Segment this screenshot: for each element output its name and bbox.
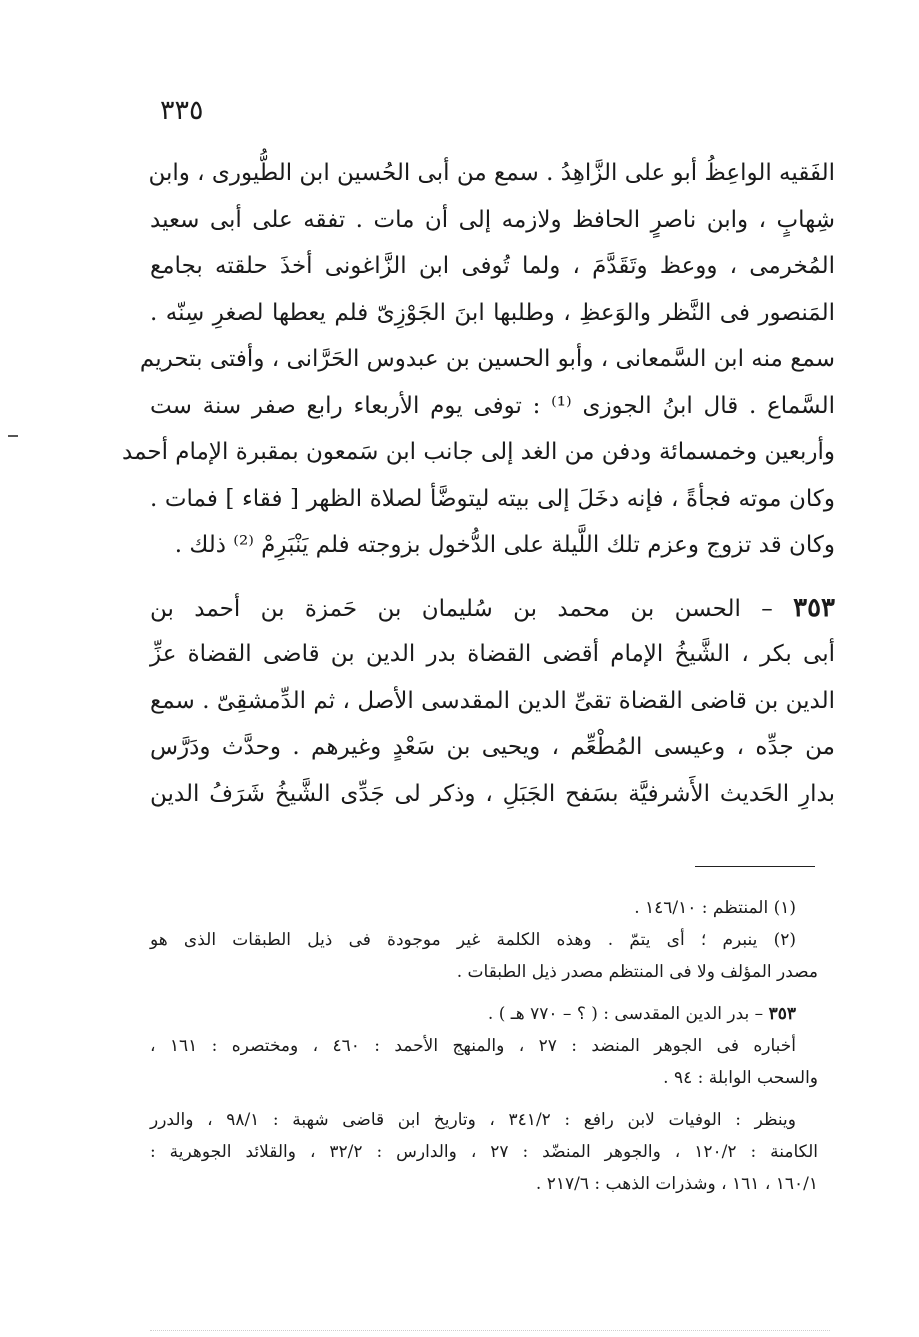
footnote-yunzar-cont: ١٦٠/١ ، ١٦١ ، وشذرات الذهب : ٢١٧/٦ .	[535, 1174, 818, 1194]
footnote-1: (١) المنتظم : ١٤٦/١٠ .	[634, 898, 796, 918]
footnote-entry-ref	[150, 998, 818, 1030]
footnote-separator	[695, 866, 815, 867]
text-line: من جدِّه ، وعيسى المُطْعِّم ، ويحيى بن سَعْدٍ وغيرهم . وحدَّث ودَرَّس	[150, 734, 835, 760]
entry-dash: –	[761, 595, 773, 622]
footnote-akhbar: أخباره فى الجوهر المنضد : ٢٧ ، والمنهج الأحمد : ٤٦٠ ، ومختصره : ١٦١ ،	[150, 1036, 796, 1056]
text-line: شِهابٍ ، وابن ناصرٍ الحافظ ولازمه إلى أن مات . تفقه على أبى سعيد	[150, 206, 835, 233]
footnote-akhbar-cont: والسحب الوابلة : ٩٤ .	[663, 1068, 818, 1088]
footnote-2-cont: مصدر المؤلف ولا فى المنتظم مصدر ذيل الطبقات .	[456, 962, 818, 982]
text-line: الدين بن قاضى القضاة تقىِّ الدين المقدسى الأصل ، ثم الدِّمشقِىّ . سمع	[150, 687, 835, 714]
text-line: المُخرمى ، ووعظ وتَقَدَّمَ ، ولما تُوفى ابن الزَّاغونى أخذَ حلقته بجامع	[150, 253, 835, 279]
footnote-entry-number: ٣٥٣	[768, 1004, 796, 1024]
entry-gap	[150, 569, 835, 585]
text-line: سمع منه ابن السَّمعانى ، وأبو الحسين بن عبدوس الحَرَّانى ، وأفتى بتحريم	[139, 346, 835, 372]
text-line: وكان موته فجأةً ، فإنه دخَلَ إلى بيته ليتوضَّأ لصلاة الظهر [ فقاء ] فمات .	[150, 485, 835, 512]
text-line: أبى بكر ، الشَّيخُ الإمام أقضى القضاة بدر الدين بن قاضى القضاة عزِّ	[150, 641, 835, 667]
text-line: وأربعين وخمسمائة ودفن من الغد إلى جانب ابن سَمعون بمقبرة الإمام أحمد	[122, 439, 835, 465]
footnote-entry-text: – بدر الدين المقدسى : ( ؟ – ٧٧٠ هـ ) .	[487, 1004, 764, 1024]
main-text	[122, 150, 836, 817]
text-line: الفَقيه الواعِظُ أبو على الزَّاهِدُ . سمع من أبى الحُسين ابن الطُّيورى ، وابن	[148, 160, 835, 186]
footnote-yunzar-cont: الكامنة : ١٢٠/٢ ، والجوهر المنضّد : ٢٧ ، والدارس : ٣٢/٢ ، والقلائد الجوهرية :	[150, 1142, 818, 1162]
entry-heading-line	[150, 585, 835, 632]
footnote-yunzar: وينظر : الوفيات لابن رافع : ٣٤١/٢ ، وتاريخ ابن قاضى شهبة : ٩٨/١ ، والدرر	[150, 1110, 796, 1130]
entry-heading-text: الحسن بن محمد بن سُليمان بن حَمزة بن أحمد بن	[150, 595, 741, 622]
text-line: السَّماع . قال ابنُ الجوزى ⁽¹⁾ : توفى يوم الأربعاء رابع صفر سنة ست	[150, 392, 835, 419]
scan-noise	[150, 1330, 830, 1332]
text-line: وكان قد تزوج وعزم تلك اللَّيلة على الدُّخول بزوجته فلم يَنْبَرِمْ ⁽²⁾ ذلك .	[174, 532, 835, 558]
footnote-2: (٢) ينبرم ؛ أى يتمّ . وهذه الكلمة غير موجودة فى ذيل الطبقات الذى هو	[150, 930, 796, 950]
page-number: ٣٣٥	[160, 95, 204, 126]
margin-mark	[8, 435, 18, 437]
text-line: المَنصور فى النَّظر والوَعظِ ، وطلبها ابنَ الجَوْزِىّ فلم يعطها لصغرِ سِنّه .	[150, 299, 835, 326]
text-line: بدارِ الحَديث الأَشرفيَّة بسَفح الجَبَلِ ، وذكر لى جَدِّى الشَّيخُ شَرَفُ الدين	[150, 780, 835, 807]
footnotes	[150, 892, 818, 1200]
entry-number: ٣٥٣	[793, 592, 836, 623]
